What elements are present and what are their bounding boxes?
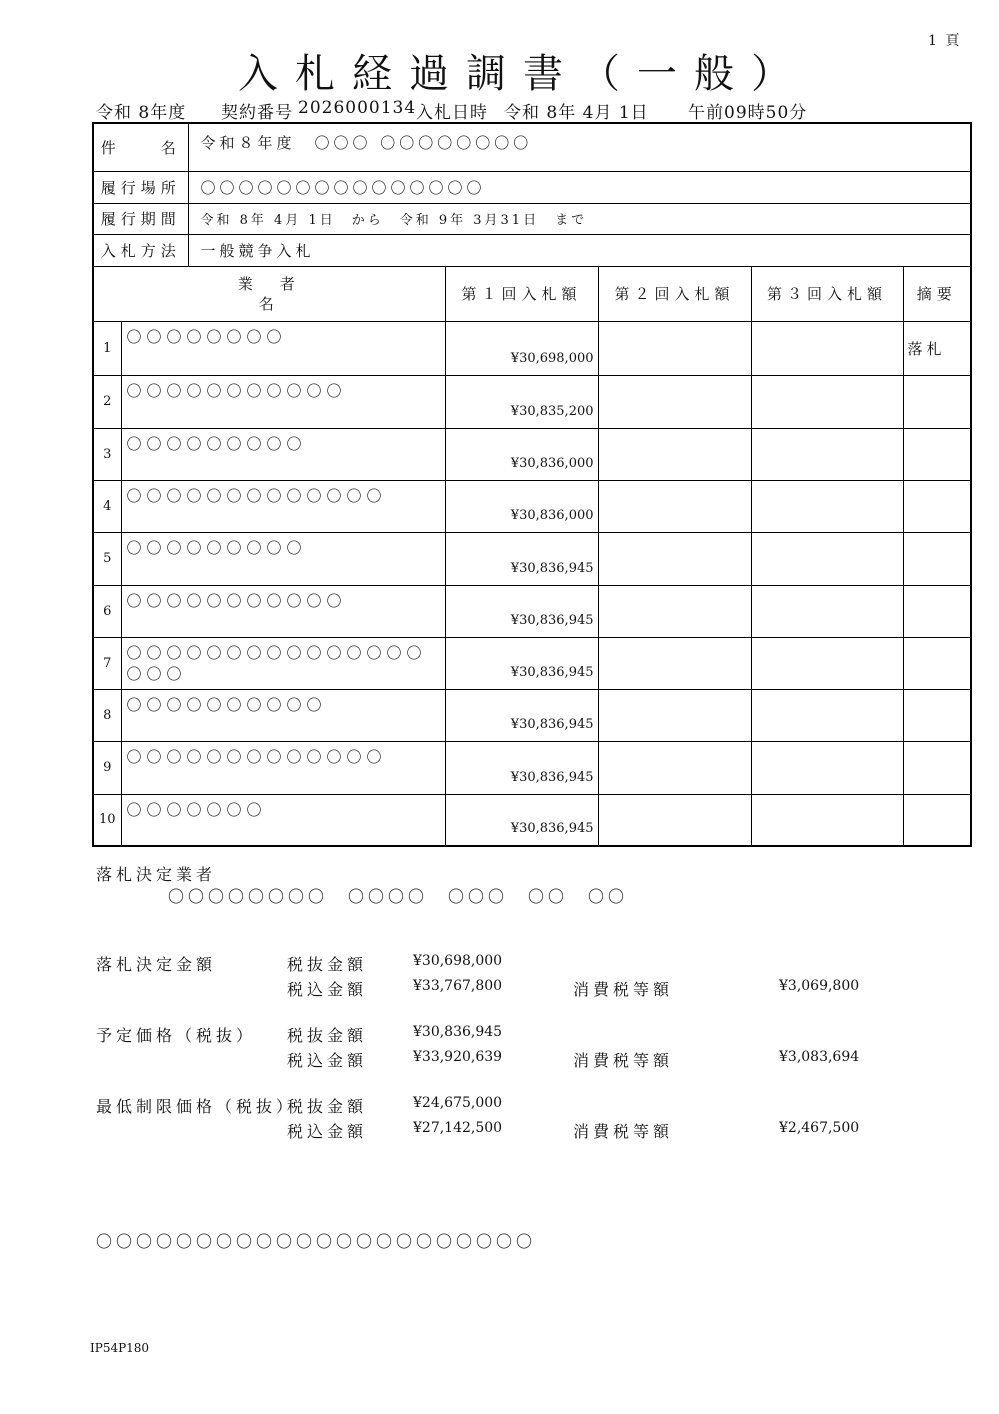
row-note <box>903 375 971 428</box>
row-number: 2 <box>93 375 121 428</box>
title-label: 件 名 <box>93 123 188 171</box>
summary-tax-label: 消費税等額 <box>573 1122 674 1141</box>
summary-excl-label: 税抜金額 <box>287 1097 368 1116</box>
bid-table <box>92 122 972 847</box>
round3-amount <box>751 532 903 585</box>
summary-incl-amount: ¥27,142,500 <box>413 1120 503 1136</box>
row-number: 5 <box>93 532 121 585</box>
winner-value: 〇〇〇〇〇〇〇〇 〇〇〇〇 〇〇〇 〇〇 〇〇 <box>168 887 629 906</box>
vendor-name: 〇〇〇〇〇〇〇〇〇〇〇〇〇〇〇〇〇〇 <box>121 637 445 689</box>
row-number: 1 <box>93 321 121 375</box>
summary-excl-amount: ¥24,675,000 <box>413 1095 503 1111</box>
round3-amount <box>751 689 903 741</box>
round1-amount: ¥30,836,945 <box>445 637 598 689</box>
round1-amount: ¥30,836,945 <box>445 741 598 794</box>
bid-date-label: 入札日時 <box>416 103 488 123</box>
round3-amount <box>751 480 903 532</box>
summary-label: 予定価格（税抜） <box>96 1026 257 1045</box>
vendor-name: 〇〇〇〇〇〇〇〇〇〇 <box>121 689 445 741</box>
vendor-name: 〇〇〇〇〇〇〇〇〇 <box>121 532 445 585</box>
round1-amount: ¥30,836,945 <box>445 689 598 741</box>
vendor-name: 〇〇〇〇〇〇〇〇〇〇〇〇〇 <box>121 741 445 794</box>
summary-label: 最低制限価格（税抜） <box>96 1097 297 1116</box>
round2-header: 第２回入札額 <box>598 266 751 321</box>
row-number: 4 <box>93 480 121 532</box>
summary-label: 落札決定金額 <box>96 955 217 974</box>
table-row <box>93 741 971 794</box>
remark: 〇〇〇〇〇〇〇〇〇〇〇〇〇〇〇〇〇〇〇〇〇〇 <box>96 1232 537 1251</box>
form-code: IP54P180 <box>90 1341 150 1355</box>
period-label: 履行期間 <box>93 203 188 234</box>
period-value: 令和 8年 4月 1日 から 令和 9年 3月31日 まで <box>188 203 971 234</box>
summary-excl-amount: ¥30,698,000 <box>413 953 503 969</box>
table-row <box>93 321 971 375</box>
table-row <box>93 637 971 689</box>
bid-date: 令和 8年 4月 1日 <box>504 103 649 123</box>
place-value: 〇〇〇〇〇〇〇〇〇〇〇〇〇〇〇 <box>188 171 971 203</box>
row-number: 8 <box>93 689 121 741</box>
round3-amount <box>751 741 903 794</box>
round1-amount: ¥30,836,945 <box>445 794 598 846</box>
method-value: 一般競争入札 <box>188 234 971 266</box>
row-number: 6 <box>93 585 121 637</box>
round3-amount <box>751 637 903 689</box>
vendor-header-bottom: 名 <box>258 294 280 313</box>
info-row-place <box>93 171 971 203</box>
row-note <box>903 585 971 637</box>
table-row <box>93 375 971 428</box>
round2-amount <box>598 689 751 741</box>
table-row <box>93 532 971 585</box>
row-note <box>903 428 971 480</box>
fiscal-year: 令和 8年度 <box>96 103 187 123</box>
table-row <box>93 585 971 637</box>
vendor-name: 〇〇〇〇〇〇〇〇〇〇〇 <box>121 585 445 637</box>
round2-amount <box>598 585 751 637</box>
round1-amount: ¥30,836,000 <box>445 428 598 480</box>
table-row <box>93 689 971 741</box>
note-header: 摘要 <box>903 266 971 321</box>
bid-time: 午前09時50分 <box>688 103 808 123</box>
place-label: 履行場所 <box>93 171 188 203</box>
round2-amount <box>598 741 751 794</box>
contract-number: 2026000134 <box>298 98 417 118</box>
round1-amount: ¥30,836,000 <box>445 480 598 532</box>
round1-amount: ¥30,698,000 <box>445 321 598 375</box>
summary-excl-label: 税抜金額 <box>287 1026 368 1045</box>
vendor-name: 〇〇〇〇〇〇〇〇 <box>121 321 445 375</box>
method-label: 入札方法 <box>93 234 188 266</box>
contract-number-label: 契約番号 <box>221 103 293 123</box>
row-number: 10 <box>93 794 121 846</box>
row-note <box>903 689 971 741</box>
winner-label: 落札決定業者 <box>96 865 217 884</box>
vendor-name: 〇〇〇〇〇〇〇〇〇 <box>121 428 445 480</box>
summary-tax-amount: ¥3,069,800 <box>779 978 860 994</box>
row-note <box>903 794 971 846</box>
info-row-method <box>93 234 971 266</box>
summary-tax-label: 消費税等額 <box>573 980 674 999</box>
row-note <box>903 741 971 794</box>
round2-amount <box>598 375 751 428</box>
round3-amount <box>751 585 903 637</box>
round3-amount <box>751 428 903 480</box>
table-row <box>93 480 971 532</box>
summary-excl-amount: ¥30,836,945 <box>413 1024 503 1040</box>
round2-amount <box>598 321 751 375</box>
row-note <box>903 532 971 585</box>
round1-amount: ¥30,836,945 <box>445 585 598 637</box>
summary-incl-amount: ¥33,920,639 <box>413 1049 503 1065</box>
table-row <box>93 794 971 846</box>
summary-incl-label: 税込金額 <box>287 980 368 999</box>
title-value: 令和８年度 〇〇〇 〇〇〇〇〇〇〇〇 <box>188 123 971 171</box>
round1-amount: ¥30,835,200 <box>445 375 598 428</box>
summary-tax-amount: ¥2,467,500 <box>779 1120 860 1136</box>
row-note <box>903 637 971 689</box>
vendor-header-top: 業 者 <box>237 274 301 293</box>
document-title: 入札経過調書（一般） <box>238 51 808 97</box>
table-row <box>93 428 971 480</box>
row-number: 7 <box>93 637 121 689</box>
row-number: 9 <box>93 741 121 794</box>
round2-amount <box>598 532 751 585</box>
info-row-period <box>93 203 971 234</box>
round3-amount <box>751 321 903 375</box>
vendor-name: 〇〇〇〇〇〇〇〇〇〇〇 <box>121 375 445 428</box>
vendor-name: 〇〇〇〇〇〇〇 <box>121 794 445 846</box>
round2-amount <box>598 428 751 480</box>
round3-amount <box>751 794 903 846</box>
row-note <box>903 480 971 532</box>
info-row-title <box>93 123 971 171</box>
summary-tax-label: 消費税等額 <box>573 1051 674 1070</box>
page-number: 1 頁 <box>928 33 962 49</box>
round1-amount: ¥30,836,945 <box>445 532 598 585</box>
summary-incl-amount: ¥33,767,800 <box>413 978 503 994</box>
summary-excl-label: 税抜金額 <box>287 955 368 974</box>
vendor-name-header <box>93 266 445 321</box>
summary-incl-label: 税込金額 <box>287 1122 368 1141</box>
round2-amount <box>598 637 751 689</box>
round2-amount <box>598 480 751 532</box>
summary-incl-label: 税込金額 <box>287 1051 368 1070</box>
round1-header: 第１回入札額 <box>445 266 598 321</box>
round3-amount <box>751 375 903 428</box>
summary-tax-amount: ¥3,083,694 <box>779 1049 860 1065</box>
round3-header: 第３回入札額 <box>751 266 903 321</box>
vendor-name: 〇〇〇〇〇〇〇〇〇〇〇〇〇 <box>121 480 445 532</box>
table-header-row <box>93 266 971 321</box>
round2-amount <box>598 794 751 846</box>
row-number: 3 <box>93 428 121 480</box>
row-note: 落札 <box>903 321 971 375</box>
